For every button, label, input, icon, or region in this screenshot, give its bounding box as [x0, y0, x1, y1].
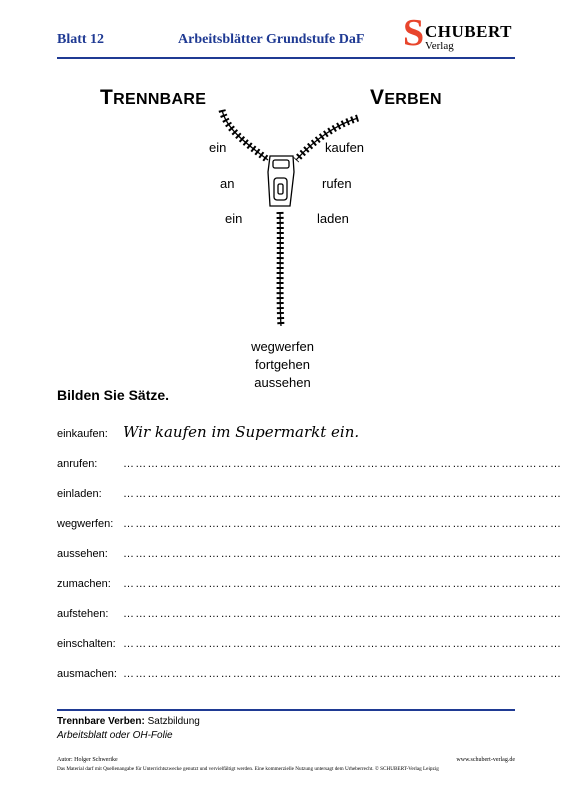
answer-line[interactable]: ………………………………………………………………………………………………	[123, 608, 563, 620]
separable-verb: fortgehen	[255, 357, 310, 372]
exercise-row	[57, 488, 563, 508]
row-label: anrufen:	[57, 458, 98, 470]
zipper-stem: rufen	[322, 176, 352, 191]
exercise-row	[57, 458, 563, 478]
sheet-number: Blatt 12	[57, 32, 105, 47]
exercise-row	[57, 608, 563, 628]
row-label: einschalten:	[57, 638, 116, 650]
answer-line[interactable]: ………………………………………………………………………………………………	[123, 578, 563, 590]
zipper-prefix: ein	[209, 140, 227, 155]
footer-website[interactable]: www.schubert-verlag.de	[456, 757, 515, 763]
headline-right-cap: V	[370, 86, 385, 109]
answer-line[interactable]: ………………………………………………………………………………………………	[123, 548, 563, 560]
row-label: aussehen:	[57, 548, 108, 560]
logo-initial: S	[403, 12, 425, 54]
footer-topic-bold: Trennbare Verben:	[57, 716, 145, 727]
row-label: einkaufen:	[57, 428, 108, 440]
exercise-row	[57, 638, 563, 658]
exercise-row	[57, 548, 563, 568]
footer-copyright: Das Material darf mit Quellenangabe für Unterrichtszwecke genutzt und vervielfältigt werden. Eine kommerzielle Nutzung untersagt dem Urheberrecht. © SCHUBERT-Verlag Leipzig	[57, 766, 439, 772]
logo-subtitle: Verlag	[425, 40, 454, 52]
exercise-row	[57, 578, 563, 598]
task-heading: Bilden Sie Sätze.	[57, 387, 170, 403]
footer-subtitle: Arbeitsblatt oder OH-Folie	[57, 730, 173, 741]
headline-left-rest: RENNBARE	[113, 91, 207, 108]
answer-line[interactable]: ………………………………………………………………………………………………	[123, 638, 563, 650]
zipper-stem: laden	[317, 211, 349, 226]
row-label: einladen:	[57, 488, 102, 500]
row-answer: Wir kaufen im Supermarkt ein.	[123, 423, 360, 441]
footer-topic-rest: Satzbildung	[144, 716, 200, 727]
headline-right-rest: ERBEN	[384, 91, 442, 108]
row-label: aufstehen:	[57, 608, 109, 620]
exercise-row	[57, 518, 563, 538]
answer-line[interactable]: ………………………………………………………………………………………………	[123, 458, 563, 470]
logo-name: CHUBERT	[425, 22, 512, 41]
row-label: ausmachen:	[57, 668, 117, 680]
zipper-stem: kaufen	[325, 140, 365, 155]
footer-topic	[57, 716, 200, 727]
footer-author: Autor: Holger Schwerike	[57, 757, 118, 763]
answer-line[interactable]: ………………………………………………………………………………………………	[123, 668, 563, 680]
answer-line[interactable]: ………………………………………………………………………………………………	[123, 518, 563, 530]
separable-verb: aussehen	[254, 375, 311, 390]
row-label: wegwerfen:	[57, 518, 114, 530]
header-title: Arbeitsblätter Grundstufe DaF	[178, 32, 365, 47]
footer-divider	[57, 709, 515, 711]
exercise-row	[57, 668, 563, 688]
exercise-row	[57, 423, 515, 448]
zipper-prefix: ein	[225, 211, 243, 226]
zipper-prefix: an	[220, 176, 235, 191]
row-label: zumachen:	[57, 578, 111, 590]
separable-verb: wegwerfen	[251, 339, 314, 354]
answer-line[interactable]: ………………………………………………………………………………………………	[123, 488, 563, 500]
headline-left-cap: T	[100, 86, 114, 109]
